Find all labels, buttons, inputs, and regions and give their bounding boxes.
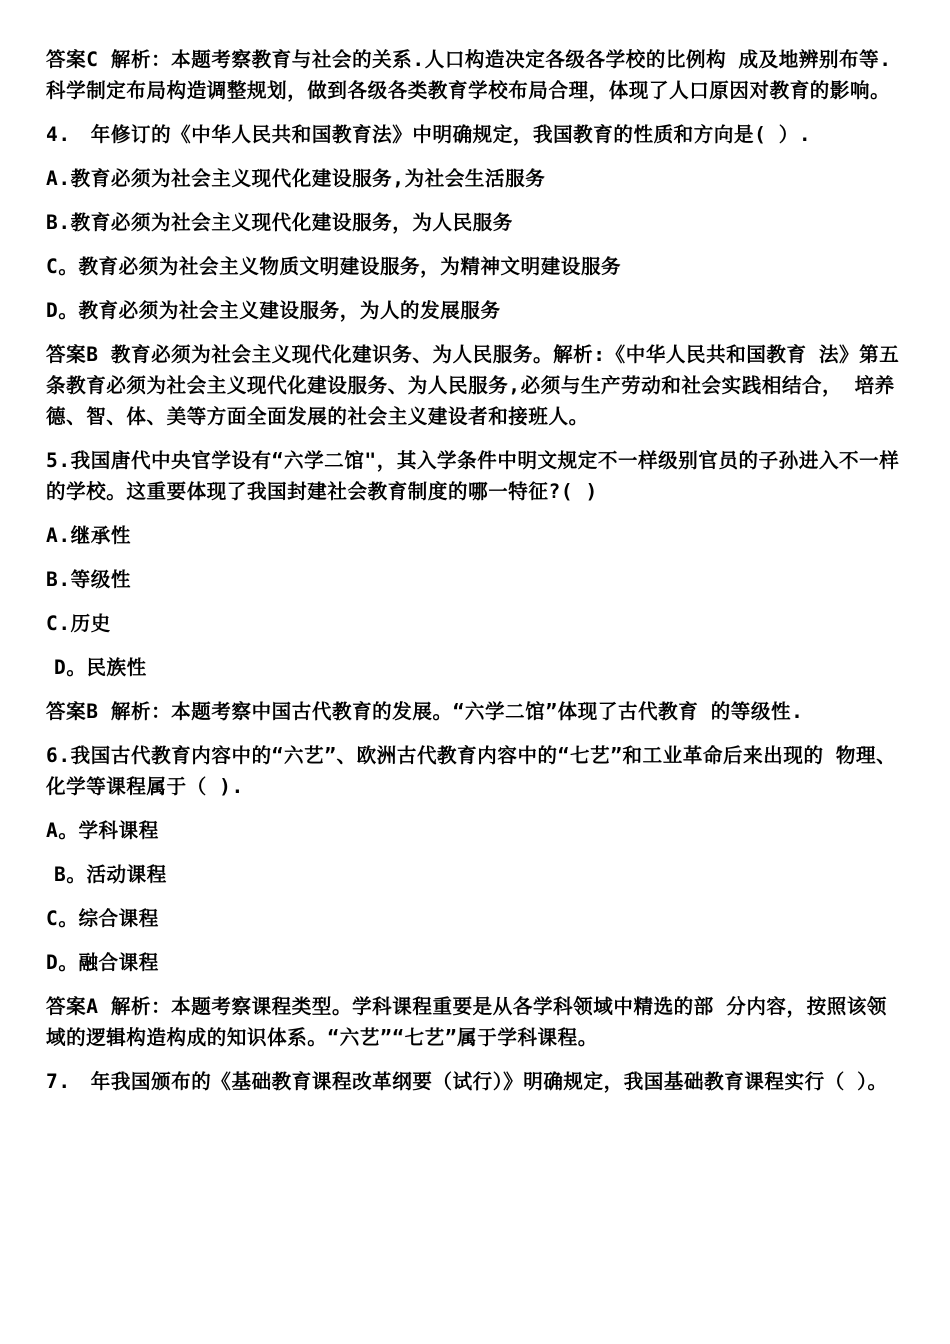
document-page [46, 44, 912, 1110]
answer-explanation-4: 答案B 教育必须为社会主义现代化建识务、为人民服务。解析:《中华人民共和国教育 法》第五条教育必须为社会主义现代化建设服务、为人民服务,必须与生产劳动和社会实践相结合， 培养德、智、体、美等方面全面发展的社会主义建设者和接班人。 [46, 343, 900, 428]
answer-explanation-5: 答案B 解析：本题考察中国古代教育的发展。“六学二馆”体现了古代教育 的等级性. [46, 700, 804, 723]
option-6b: B。活动课程 [54, 863, 167, 886]
option-4b: B.教育必须为社会主义现代化建设服务，为人民服务 [46, 211, 513, 234]
option-5c: C.历史 [46, 612, 111, 635]
option-6a: A。学科课程 [46, 819, 159, 842]
answer-explanation-3: 答案C 解析：本题考察教育与社会的关系.人口构造决定各级各学校的比例构 成及地辨别布等.科学制定布局构造调整规划，做到各级各类教育学校布局合理，体现了人口原因对教育的影响。 [46, 48, 892, 102]
option-4a: A.教育必须为社会主义现代化建设服务,为社会生活服务 [46, 167, 546, 190]
answer-explanation-6: 答案A 解析：本题考察课程类型。学科课程重要是从各学科领域中精选的部 分内容，按照该领域的逻辑构造构成的知识体系。“六艺”“七艺”属于学科课程。 [46, 995, 888, 1049]
question-6: 6.我国古代教育内容中的“六艺”、欧洲古代教育内容中的“七艺”和工业革命后来出现的 物理、化学等课程属于（ ). [46, 744, 897, 798]
option-5b: B.等级性 [46, 568, 131, 591]
option-6d: D。融合课程 [46, 951, 159, 974]
option-4d: D。教育必须为社会主义建设服务，为人的发展服务 [46, 299, 501, 322]
question-7: 7. 年我国颁布的《基础教育课程改革纲要（试行）》明确规定，我国基础教育课程实行（ ）。 [46, 1070, 888, 1093]
question-4: 4. 年修订的《中华人民共和国教育法》中明确规定，我国教育的性质和方向是( ）. [46, 123, 812, 146]
question-5: 5.我国唐代中央官学设有“六学二馆"，其入学条件中明文规定不一样级别官员的子孙进入不一样 的学校。这重要体现了我国封建社会教育制度的哪一特征?( ) [46, 449, 912, 503]
option-6c: C。综合课程 [46, 907, 159, 930]
option-5a: A.继承性 [46, 524, 131, 547]
option-5d: D。民族性 [54, 656, 147, 679]
option-4c: C。教育必须为社会主义物质文明建设服务，为精神文明建设服务 [46, 255, 622, 278]
